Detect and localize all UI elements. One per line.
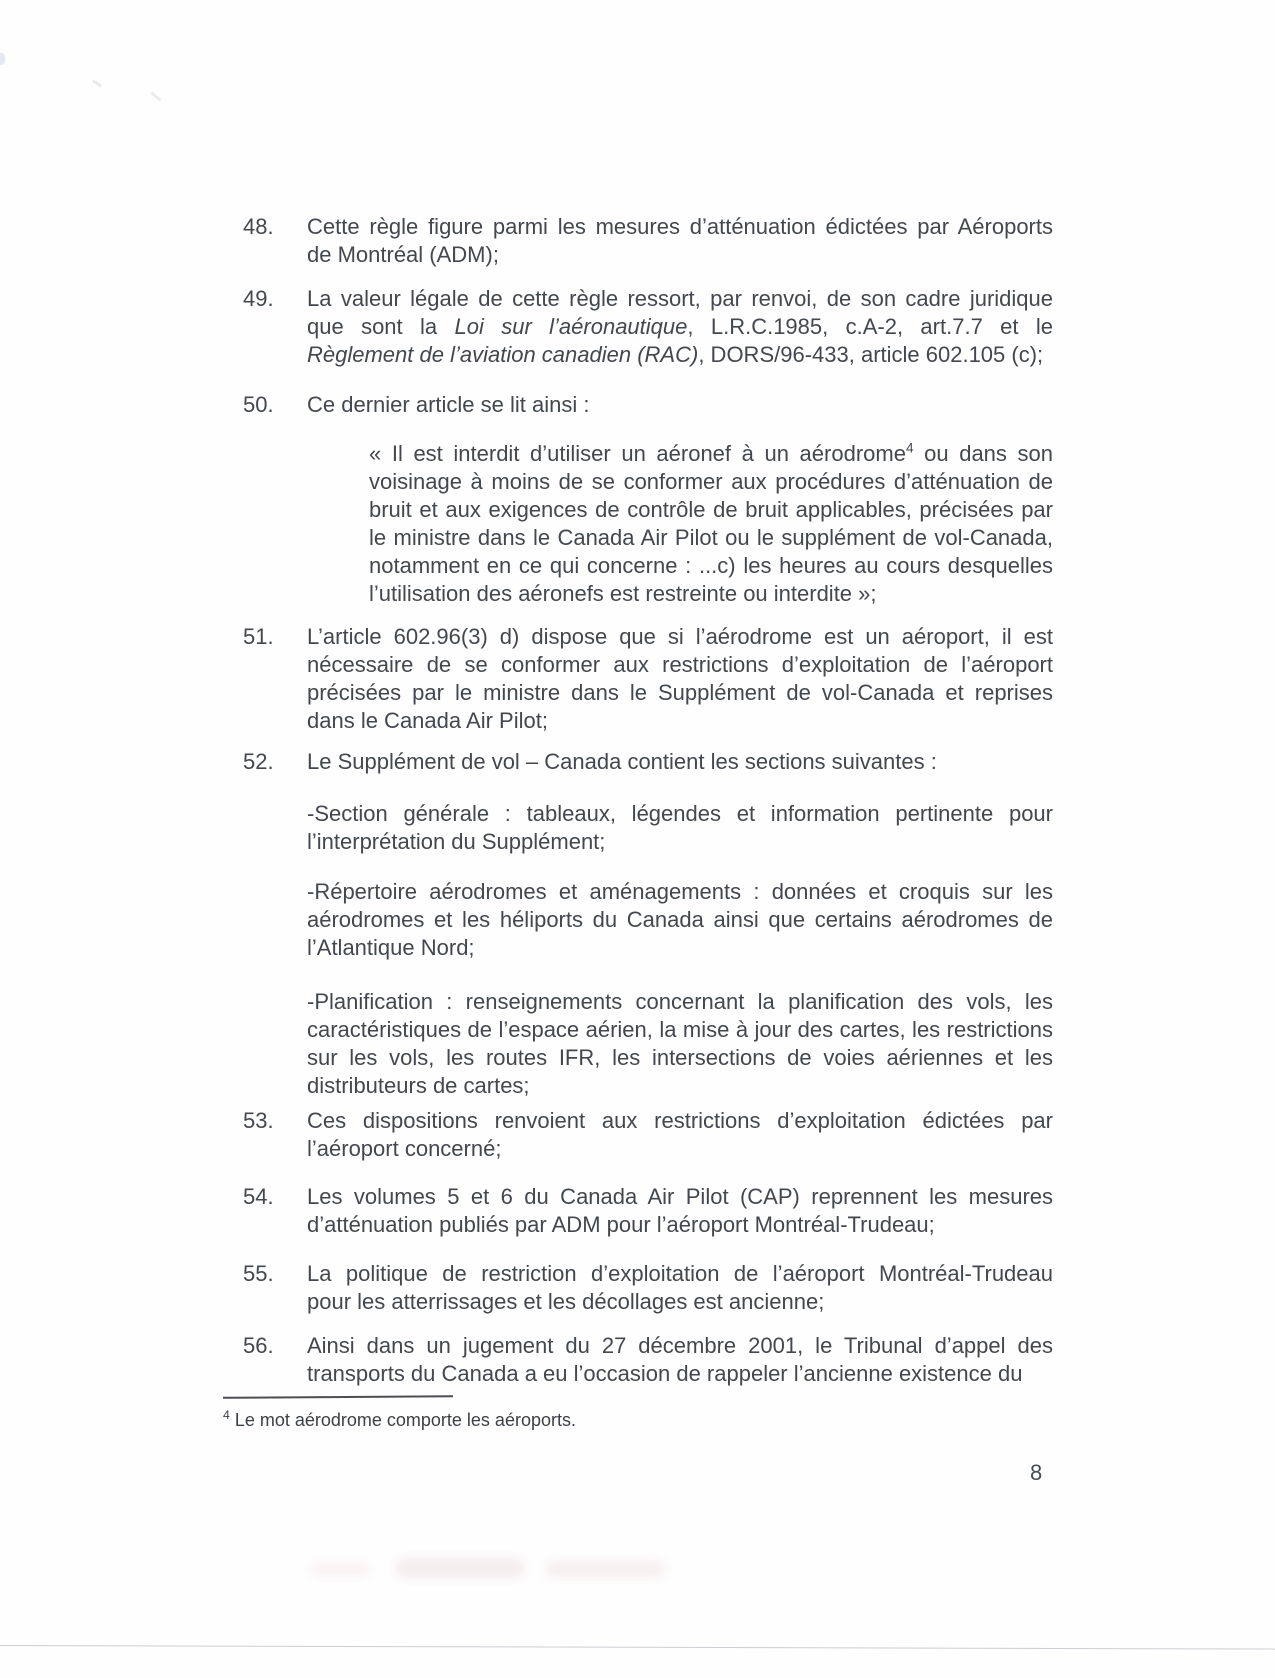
paragraph-number: 55. [243,1261,274,1286]
paragraph-p54 [243,1183,1053,1239]
paragraph-q50 [369,440,1053,608]
paragraph-s2 [243,878,1053,962]
paragraph-text: -Planification : renseignements concernant la planification des vols, les caractéristiques de l’espace aérien, la mise à jour des cartes, les restrictions sur les vols, les routes IFR, les intersections de voies aériennes et les distributeurs de cartes; [307,989,1053,1098]
paragraph-number: 52. [243,749,274,774]
paragraph-text: Ces dispositions renvoient aux restrictions d’exploitation édictées par l’aéroport concerné; [307,1108,1053,1161]
paragraph-text: Le Supplément de vol – Canada contient les sections suivantes : [307,749,937,774]
paragraph-text: La valeur légale de cette règle ressort, par renvoi, de son cadre juridique que sont la Loi sur l’aéronautique, L.R.C.1985, c.A-2, art.7.7 et le Règlement de l’aviation canadien (RAC), DORS/96-433, article 602.105 (c); [307,286,1053,367]
paragraph-number: 54. [243,1184,274,1209]
paragraph-number: 53. [243,1108,274,1133]
paragraph-p50 [243,391,1053,419]
paragraph-s1 [243,800,1053,856]
paragraph-text: Ce dernier article se lit ainsi : [307,392,590,417]
paragraph-text: L’article 602.96(3) d) dispose que si l’aérodrome est un aéroport, il est nécessaire de se conformer aux restrictions d’exploitation de l’aéroport précisées par le ministre dans le Supplément de vol-Canada et reprises dans le Canada Air Pilot; [307,624,1053,733]
paragraph-p48 [243,213,1053,269]
paragraph-text: -Répertoire aérodromes et aménagements : données et croquis sur les aérodromes et les héliports du Canada ainsi que certains aérodromes de l’Atlantique Nord; [307,879,1053,960]
scan-speck [92,79,102,87]
paragraph-text: La politique de restriction d’exploitation de l’aéroport Montréal-Trudeau pour les atterrissages et les décollages est ancienne; [307,1261,1053,1314]
scan-speck [0,53,5,65]
paragraph-p52 [243,748,1053,776]
bleed-through-mark [300,1550,720,1586]
page-number: 8 [1030,1460,1043,1485]
paragraph-number: 56. [243,1333,274,1358]
footnote-text: Le mot aérodrome comporte les aéroports. [229,1410,576,1430]
footnote-marker: 4 [223,1408,230,1422]
paragraph-number: 51. [243,624,274,649]
scan-speck [150,91,161,101]
footnote [223,1408,576,1432]
paragraph-number: 48. [243,214,274,239]
paragraph-number: 50. [243,392,274,417]
paragraph-s3 [243,988,1053,1100]
paragraph-p49 [243,285,1053,369]
paragraph-text: Cette règle figure parmi les mesures d’atténuation édictées par Aéroports de Montréal (ADM); [307,214,1053,267]
paragraph-text: Ainsi dans un jugement du 27 décembre 2001, le Tribunal d’appel des transports du Canada a eu l’occasion de rappeler l’ancienne existence du [307,1333,1053,1386]
paragraph-text: -Section générale : tableaux, légendes et information pertinente pour l’interprétation du Supplément; [307,801,1053,854]
paragraph-text: Les volumes 5 et 6 du Canada Air Pilot (CAP) reprennent les mesures d’atténuation publiés par ADM pour l’aéroport Montréal-Trudeau; [307,1184,1053,1237]
paragraph-text: « Il est interdit d’utiliser un aéronef à un aérodrome$^4$ ou dans son voisinage à moins de se conformer aux procédures d’atténuation de bruit et aux exigences de contrôle de bruit applicables, précisées par le ministre dans le Canada Air Pilot ou le supplément de vol-Canada, notamment en ce qui concerne : ...c) les heures au cours desquelles l’utilisation des aéronefs est restreinte ou interdite »; [369,440,1053,606]
paragraph-number: 49. [243,286,274,311]
scan-edge-line [0,1645,1275,1650]
footnote-separator [223,1395,453,1399]
paragraph-p51 [243,623,1053,735]
paragraph-p53 [243,1107,1053,1163]
paragraph-p55 [243,1260,1053,1316]
paragraph-p56 [243,1332,1053,1388]
